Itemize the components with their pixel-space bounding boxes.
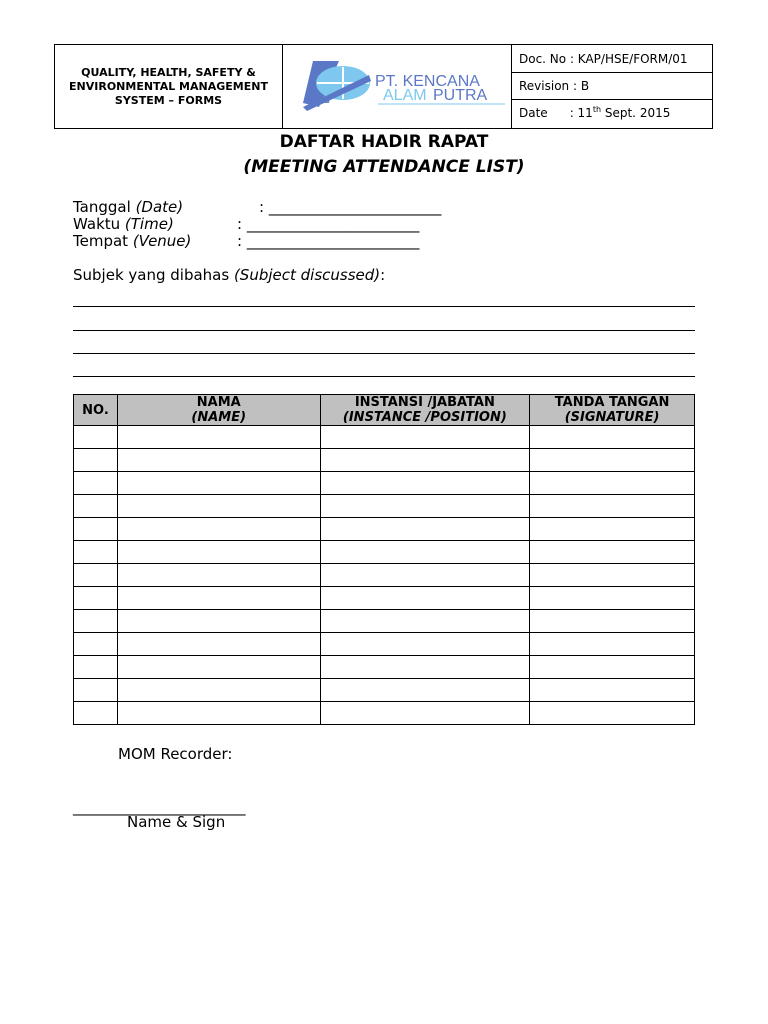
header-signature-text: TANDA TANGAN <box>554 395 670 410</box>
table-cell[interactable] <box>320 656 530 679</box>
field-date-label <box>73 198 183 216</box>
table-cell[interactable] <box>320 449 530 472</box>
table-row <box>74 426 695 449</box>
header-no-text: NO. <box>82 402 109 418</box>
table-cell[interactable] <box>117 426 320 449</box>
field-date-label-id: Tanggal <box>73 198 136 216</box>
subject-colon: : <box>380 266 386 284</box>
table-cell[interactable] <box>74 541 118 564</box>
doc-number: Doc. No : KAP/HSE/FORM/01 <box>512 45 712 73</box>
table-body <box>74 426 695 725</box>
subject-label <box>73 266 385 284</box>
header-position <box>320 395 530 426</box>
table-cell[interactable] <box>530 472 695 495</box>
field-venue-label-id: Tempat <box>73 232 133 250</box>
qms-line-3: SYSTEM – FORMS <box>114 93 223 107</box>
table-cell[interactable] <box>74 472 118 495</box>
field-date-value[interactable]: : _______________________ <box>259 198 442 216</box>
company-logo <box>283 45 512 128</box>
field-time-value[interactable]: : _______________________ <box>237 215 420 233</box>
table-cell[interactable] <box>74 426 118 449</box>
field-venue-label-en: (Venue) <box>132 232 192 250</box>
logo-line-2a: ALAM <box>383 87 427 104</box>
field-venue-value[interactable]: : _______________________ <box>237 232 420 250</box>
qms-line-2: ENVIRONMENTAL MANAGEMENT <box>69 79 268 93</box>
table-cell[interactable] <box>74 587 118 610</box>
table-cell[interactable] <box>117 633 320 656</box>
table-cell[interactable] <box>320 702 530 725</box>
table-row <box>74 679 695 702</box>
date-prefix: : 11 <box>569 106 593 120</box>
table-cell[interactable] <box>117 472 320 495</box>
table-cell[interactable] <box>74 679 118 702</box>
table-row <box>74 610 695 633</box>
table-cell[interactable] <box>74 633 118 656</box>
revision: Revision : B <box>512 73 712 100</box>
page-subtitle: (MEETING ATTENDANCE LIST) <box>243 157 525 177</box>
header-no <box>74 395 118 426</box>
table-cell[interactable] <box>320 610 530 633</box>
header-position-text: INSTANSI /JABATAN <box>354 395 495 410</box>
field-time-label-id: Waktu <box>73 215 125 233</box>
table-cell[interactable] <box>74 449 118 472</box>
table-cell[interactable] <box>320 426 530 449</box>
date-sup: th <box>592 105 602 114</box>
table-cell[interactable] <box>530 633 695 656</box>
table-cell[interactable] <box>117 587 320 610</box>
table-row <box>74 541 695 564</box>
table-cell[interactable] <box>530 495 695 518</box>
table-cell[interactable] <box>320 633 530 656</box>
table-cell[interactable] <box>530 518 695 541</box>
table-row <box>74 449 695 472</box>
qms-title <box>55 45 283 128</box>
table-row <box>74 518 695 541</box>
table-cell[interactable] <box>320 472 530 495</box>
table-cell[interactable] <box>320 564 530 587</box>
table-cell[interactable] <box>530 610 695 633</box>
table-cell[interactable] <box>530 426 695 449</box>
table-cell[interactable] <box>117 610 320 633</box>
logo-line-2b: PUTRA <box>433 87 488 104</box>
table-cell[interactable] <box>74 518 118 541</box>
table-cell[interactable] <box>117 449 320 472</box>
company-logo-mark <box>283 45 510 128</box>
subject-line-2[interactable] <box>73 330 695 331</box>
table-cell[interactable] <box>320 495 530 518</box>
subject-line-4[interactable] <box>73 376 695 377</box>
field-date-label-en: (Date) <box>135 198 184 216</box>
table-cell[interactable] <box>117 656 320 679</box>
table-cell[interactable] <box>117 679 320 702</box>
table-cell[interactable] <box>530 541 695 564</box>
table-cell[interactable] <box>117 518 320 541</box>
table-cell[interactable] <box>530 702 695 725</box>
table-cell[interactable] <box>74 702 118 725</box>
doc-date <box>512 100 712 127</box>
subject-line-1[interactable] <box>73 306 695 307</box>
table-cell[interactable] <box>530 564 695 587</box>
table-row <box>74 564 695 587</box>
subject-label-en: (Subject discussed) <box>233 266 381 284</box>
header-name <box>117 395 320 426</box>
header-name-sub: (NAME) <box>191 410 247 425</box>
name-sign-label: Name & Sign <box>127 813 226 831</box>
table-cell[interactable] <box>74 564 118 587</box>
page-title: DAFTAR HADIR RAPAT <box>279 132 489 152</box>
table-cell[interactable] <box>530 679 695 702</box>
table-row <box>74 587 695 610</box>
qms-line-1: QUALITY, HEALTH, SAFETY & <box>81 65 256 79</box>
header-position-sub: (INSTANCE /POSITION) <box>342 410 507 425</box>
document-header <box>54 44 713 129</box>
attendance-table <box>73 394 695 725</box>
table-row <box>74 472 695 495</box>
table-cell[interactable] <box>74 495 118 518</box>
table-row <box>74 495 695 518</box>
header-name-text: NAMA <box>196 395 241 410</box>
table-cell[interactable] <box>74 610 118 633</box>
table-cell[interactable] <box>320 541 530 564</box>
table-row <box>74 656 695 679</box>
subject-label-id: Subjek yang dibahas <box>73 266 234 284</box>
field-time-label-en: (Time) <box>124 215 174 233</box>
date-suffix: Sept. 2015 <box>601 106 671 120</box>
field-venue-label <box>73 232 191 250</box>
header-signature <box>530 395 695 426</box>
table-cell[interactable] <box>530 587 695 610</box>
table-cell[interactable] <box>117 564 320 587</box>
header-signature-sub: (SIGNATURE) <box>564 410 660 425</box>
table-cell[interactable] <box>74 656 118 679</box>
table-cell[interactable] <box>320 587 530 610</box>
logo-line-1: PT. KENCANA <box>375 73 480 90</box>
table-cell[interactable] <box>117 702 320 725</box>
table-cell[interactable] <box>117 495 320 518</box>
table-header-row <box>74 395 695 426</box>
table-row <box>74 633 695 656</box>
table-row <box>74 702 695 725</box>
table-cell[interactable] <box>320 518 530 541</box>
field-time-label <box>73 215 174 233</box>
table-cell[interactable] <box>320 679 530 702</box>
mom-recorder-label: MOM Recorder: <box>118 745 233 763</box>
doc-meta <box>512 45 712 128</box>
table-cell[interactable] <box>530 449 695 472</box>
signature-line[interactable]: _______________________ <box>73 798 246 816</box>
table-cell[interactable] <box>117 541 320 564</box>
date-label: Date <box>519 106 548 120</box>
subject-line-3[interactable] <box>73 353 695 354</box>
table-cell[interactable] <box>530 656 695 679</box>
